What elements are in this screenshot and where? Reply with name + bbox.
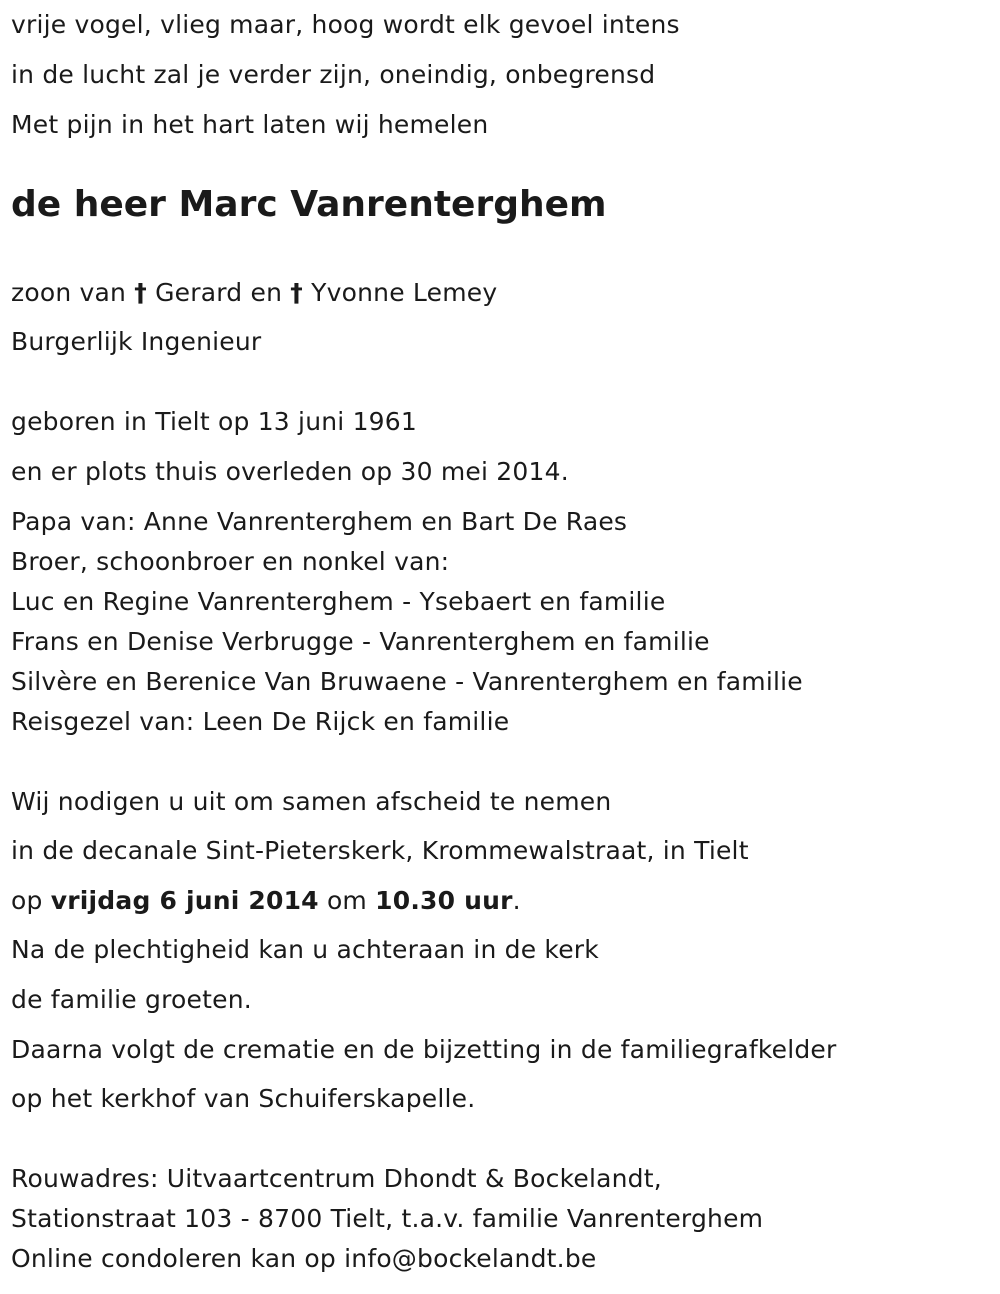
time-prefix: om	[326, 886, 367, 915]
contact-line-2: Stationstraat 103 - 8700 Tielt, t.a.v. familie Vanrenterghem	[11, 1204, 764, 1233]
cross-icon: †	[290, 278, 303, 307]
time-suffix: .	[512, 886, 521, 915]
family-line-2: Broer, schoonbroer en nonkel van:	[11, 547, 450, 576]
date-prefix: op	[11, 886, 43, 915]
ceremony-datetime	[11, 885, 521, 917]
ceremony-after-1: Na de plechtigheid kan u achteraan in de kerk	[11, 935, 599, 964]
ceremony-time: 10.30 uur	[375, 886, 513, 915]
contact-line-3: Online condoleren kan op info@bockelandt.be	[11, 1244, 597, 1273]
parents-prefix: zoon van	[11, 278, 127, 307]
poem-line-3: Met pijn in het hart laten wij hemelen	[11, 110, 489, 139]
profession: Burgerlijk Ingenieur	[11, 327, 262, 356]
family-line-1: Papa van: Anne Vanrenterghem en Bart De Raes	[11, 507, 628, 536]
poem-line-1: vrije vogel, vlieg maar, hoog wordt elk gevoel intens	[11, 10, 680, 39]
ceremony-after-3: Daarna volgt de crematie en de bijzetting in de familiegrafkelder	[11, 1035, 837, 1064]
family-line-5: Silvère en Berenice Van Bruwaene - Vanrenterghem en familie	[11, 667, 803, 696]
ceremony-date: vrijdag 6 juni 2014	[50, 886, 319, 915]
death-line: en er plots thuis overleden op 30 mei 2014.	[11, 457, 569, 486]
parents-line	[11, 277, 497, 309]
mother-name: Yvonne Lemey	[311, 278, 498, 307]
contact-line-1: Rouwadres: Uitvaartcentrum Dhondt & Bockelandt,	[11, 1164, 662, 1193]
ceremony-after-2: de familie groeten.	[11, 985, 252, 1014]
cross-icon: †	[134, 278, 147, 307]
birth-line: geboren in Tielt op 13 juni 1961	[11, 407, 417, 436]
deceased-name: de heer Marc Vanrenterghem	[11, 184, 607, 225]
ceremony-invite: Wij nodigen u uit om samen afscheid te nemen	[11, 787, 612, 816]
family-line-4: Frans en Denise Verbrugge - Vanrenterghem en familie	[11, 627, 710, 656]
ceremony-location: in de decanale Sint-Pieterskerk, Krommewalstraat, in Tielt	[11, 836, 749, 865]
poem-line-2: in de lucht zal je verder zijn, oneindig, onbegrensd	[11, 60, 656, 89]
ceremony-after-4: op het kerkhof van Schuiferskapelle.	[11, 1084, 476, 1113]
father-name: Gerard en	[155, 278, 283, 307]
family-line-3: Luc en Regine Vanrenterghem - Ysebaert en familie	[11, 587, 666, 616]
family-line-6: Reisgezel van: Leen De Rijck en familie	[11, 707, 510, 736]
